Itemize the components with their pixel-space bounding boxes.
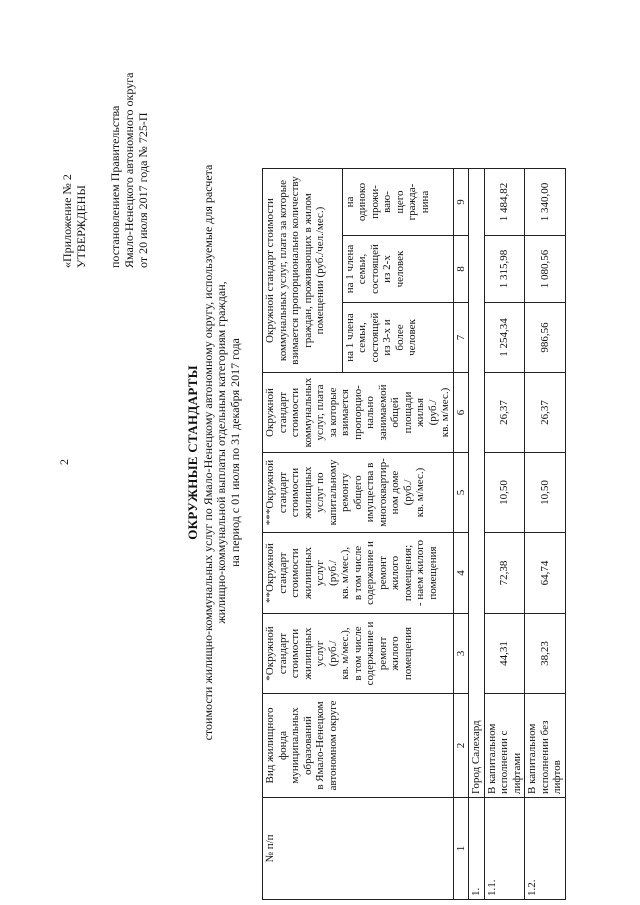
cell-col-5: 10,50 (484, 453, 525, 533)
header-col-3: *Окружной стандарт стоимости жилищных услуг (руб./ кв. м/мес.), в том числе содержание и ремонт жилого помещения (263, 614, 454, 694)
header-fund-type: Вид жилищного фонда муниципальных образований в Ямало-Ненецком автономном округе (263, 694, 454, 798)
row-fund-type: В капитальном исполнении с лифтами (484, 694, 525, 798)
index-cell: 8 (453, 236, 469, 303)
annex-line-4: Ямало-Ненецкого автономного округа (122, 72, 136, 268)
cell-col-9: 1 484,82 (484, 169, 525, 236)
annex-line-5: от 20 июля 2017 года № 725-П (136, 112, 150, 268)
row-fund-type: В капитальном исполнении без лифтов (525, 694, 566, 798)
header-col-5: ***Окружной стандарт стоимости жилищных услуг по капитальному ремонту общего имущества в многоквартир- ном доме (руб./ кв. м/мес.) (263, 453, 454, 533)
header-row (263, 169, 343, 900)
index-cell: 2 (453, 694, 469, 798)
annex-line-2: УТВЕРЖДЕНЫ (74, 185, 88, 268)
subtitle-line-2: жилищно-коммунальной выплаты отдельным категориям граждан, (214, 281, 228, 624)
header-col-9: на одиноко прожи- ваю- щего гражда- нина (342, 169, 453, 236)
cell-col-6: 26,37 (484, 373, 525, 453)
section-row (469, 169, 485, 900)
subtitle-line-1: стоимости жилищно-коммунальных услуг по Ямало-Ненецкому автономному округу, используемые для расчета (200, 164, 215, 741)
document-title: ОКРУЖНЫЕ СТАНДАРТЫ (185, 365, 200, 540)
cell-col-6: 26,37 (525, 373, 566, 453)
index-cell: 9 (453, 169, 469, 236)
cell-col-4: 72,38 (484, 533, 525, 614)
cell-col-7: 1 254,34 (484, 303, 525, 373)
header-col-4: **Окружной стандарт стоимости жилищных услуг (руб./ кв. м/мес.), в том числе содержание и ремонт жилого помещения; - наем жилого помещения (263, 533, 454, 614)
index-cell: 5 (453, 453, 469, 533)
index-cell: 1 (453, 798, 469, 900)
header-group: Окружной стандарт стоимости коммунальных услуг, плата за которые взимается пропорционально количеству граждан, проживающих в жилом помещении (руб./чел./мес.) (263, 169, 343, 373)
section-name: Город Салехард (469, 169, 485, 798)
index-cell: 3 (453, 614, 469, 694)
title-block (186, 0, 242, 905)
header-col-7: на 1 члена семьи, состоящей из 3-х и более человек (342, 303, 453, 373)
index-cell: 4 (453, 533, 469, 614)
cell-col-8: 1 315,98 (484, 236, 525, 303)
cell-col-3: 44,31 (484, 614, 525, 694)
index-cell: 7 (453, 303, 469, 373)
index-cell: 6 (453, 373, 469, 453)
page-number: 2 (57, 459, 71, 465)
header-num: № п/п (263, 798, 454, 900)
annex-block (60, 8, 150, 268)
cell-col-8: 1 080,56 (525, 236, 566, 303)
cell-col-5: 10,50 (525, 453, 566, 533)
annex-line-3: постановлением Правительства (108, 105, 122, 268)
row-num: 1.2. (525, 798, 566, 900)
table-row (484, 169, 525, 900)
header-col-6: Окружной стандарт стоимости коммунальных услуг, плата за которые взимается пропорцио- нально занимаемой общей площади жилья (руб./ кв. м/мес.) (263, 373, 454, 453)
subtitle-line-3: на период с 01 июля по 31 декабря 2017 года (227, 338, 242, 567)
section-num: 1. (469, 798, 485, 900)
standards-table (262, 168, 566, 900)
cell-col-9: 1 340,00 (525, 169, 566, 236)
header-col-8: на 1 члена семьи, состоящей из 2-х человек (342, 236, 453, 303)
cell-col-3: 38,23 (525, 614, 566, 694)
annex-line-1: «Приложение № 2 (60, 174, 74, 268)
row-num: 1.1. (484, 798, 525, 900)
cell-col-7: 986,56 (525, 303, 566, 373)
cell-col-4: 64,74 (525, 533, 566, 614)
column-index-row (453, 169, 469, 900)
table-row (525, 169, 566, 900)
